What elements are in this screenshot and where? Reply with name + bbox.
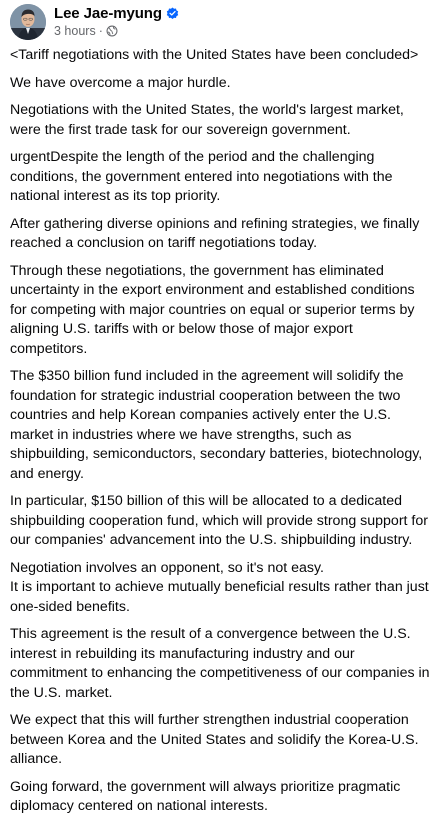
post-paragraph: Negotiations with the United States, the world's largest market, were the first trade task for our sovereign government. [10,102,404,138]
avatar-portrait-icon [10,4,46,40]
post-body [10,46,432,817]
post-paragraph: The $350 billion fund included in the agreement will solidify the foundation for strategic industrial cooperation between the two countries and help Korean companies actively enter the U.S. market in industries where we have strengths, such as shipbuilding, semiconductors, secondary batteries, biotechnology, and energy. [10,368,423,482]
post-subline [54,24,179,38]
post-paragraph: <Tariff negotiations with the United States have been concluded> [10,47,419,63]
author-row [54,5,179,22]
post-paragraph: In particular, $150 billion of this will be allocated to a dedicated shipbuilding cooperation fund, which will provide strong support for our companies' advancement into the U.S. shipbuilding industry. [10,493,428,548]
post-header [10,0,432,44]
post-paragraph: Through these negotiations, the government has eliminated uncertainty in the export environment and established conditions for competing with major countries on equal or superior terms by aligning U.S. tariffs with or below those of major export competitors. [10,262,415,357]
post-meta [54,4,179,38]
meta-separator: · [98,24,103,38]
profile-avatar[interactable] [10,4,46,40]
post-paragraph: Going forward, the government will always prioritize pragmatic diplomacy centered on national interests. [10,778,401,814]
post-paragraph: We have overcome a major hurdle. [10,74,231,91]
post-paragraph: After gathering diverse opinions and refining strategies, we finally reached a conclusion on tariff negotiations today. [10,215,420,251]
post-paragraph: Negotiation involves an opponent, so it's not easy. It is important to achieve mutually beneficial results rather than just one-sided benefits. [10,559,429,615]
post-paragraph: urgentDespite the length of the period and the challenging conditions, the government entered into negotiations with the national interest as its top priority. [10,149,393,204]
globe-icon[interactable] [106,25,118,37]
post-timestamp[interactable]: 3 hours [54,24,96,38]
post-paragraph: We expect that this will further strengthen industrial cooperation between Korea and the United States and solidify the Korea-U.S. alliance. [10,712,419,767]
post-paragraph: This agreement is the result of a convergence between the U.S. interest in rebuilding its manufacturing industry and our commitment to enhancing the competitiveness of our companies in the U.S. market. [10,626,430,701]
verified-badge-icon [166,7,179,20]
author-name[interactable]: Lee Jae-myung [54,5,162,22]
